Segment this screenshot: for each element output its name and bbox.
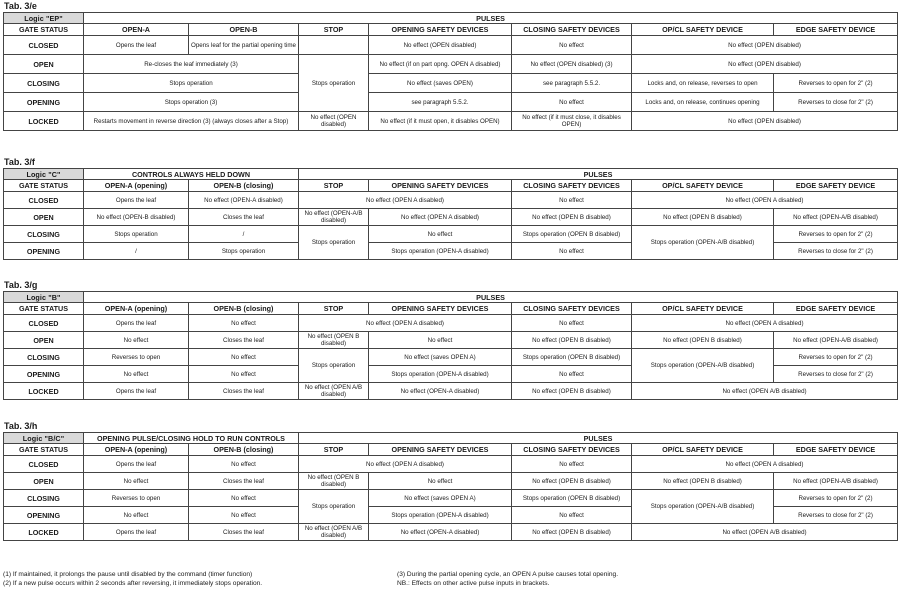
status-opening: OPENING [4,366,84,383]
table-cell: No effect (OPEN-A disabled) [369,524,512,541]
table-cell: No effect (OPEN B disabled) [512,332,632,349]
table-row [4,226,898,243]
status-closing: CLOSING [4,74,84,93]
table-cell: / [84,243,189,260]
table-cell: Stops operation [299,55,369,112]
table-cell: No effect (if it must close, it disables OPEN) [512,112,632,131]
status-opening: OPENING [4,507,84,524]
footnote-1: (1) If maintained, it prolongs the pause until disabled by the command (timer function) [3,571,253,578]
status-closed: CLOSED [4,36,84,55]
table-cell: No effect [369,332,512,349]
table-cell: No effect (OPEN disabled) [632,112,898,131]
table-cell: Reverses to close for 2" (2) [774,243,898,260]
table-cell: Closes the leaf [189,473,299,490]
table-cell: No effect (OPEN A disabled) [632,456,898,473]
table-cell: Reverses to close for 2" (2) [774,507,898,524]
edge-header: EDGE SAFETY DEVICE [774,444,898,456]
table-cell: No effect (OPEN disabled) [369,36,512,55]
logic-label: Logic "C" [4,169,84,180]
table-cell: No effect (OPEN B disabled) [632,473,774,490]
table-cell: Stops operation [189,243,299,260]
table-cell: No effect (OPEN B disabled) [512,383,632,400]
table-cell: No effect (OPEN A/B disabled) [632,383,898,400]
status-open: OPEN [4,209,84,226]
logic-c-table [3,168,898,260]
status-closed: CLOSED [4,315,84,332]
table-cell: No effect [189,315,299,332]
table-cell: No effect (OPEN-A disabled) [369,383,512,400]
table-row [4,13,898,24]
table-cell: Opens the leaf [84,36,189,55]
footnote-2: (2) If a new pulse occurs within 2 seconds after reversing, it immediately stops operation. [3,580,263,587]
status-open: OPEN [4,55,84,74]
table-cell: Locks and, on release, reverses to open [632,74,774,93]
table-row [4,55,898,74]
table-cell: No effect [189,507,299,524]
status-opening: OPENING [4,243,84,260]
pulses-header: PULSES [299,169,898,180]
table-row [4,524,898,541]
opcl-header: OP/CL SAFETY DEVICE [632,444,774,456]
table-cell: Opens the leaf [84,524,189,541]
opcl-header: OP/CL SAFETY DEVICE [632,24,774,36]
table-cell: No effect [189,366,299,383]
table-row [4,383,898,400]
osd-header: OPENING SAFETY DEVICES [369,444,512,456]
table-row [4,456,898,473]
table-cell: No effect [84,507,189,524]
table-cell: Stops operation (OPEN-A/B disabled) [632,490,774,524]
table-cell: Reverses to open for 2" (2) [774,490,898,507]
table-cell: No effect [512,315,632,332]
table-cell: Stops operation (OPEN-A/B disabled) [632,226,774,260]
status-closing: CLOSING [4,349,84,366]
table-row [4,315,898,332]
table-row [4,433,898,444]
edge-header: EDGE SAFETY DEVICE [774,24,898,36]
table-title: Tab. 3/g [4,280,38,290]
table-header-row [4,180,898,192]
table-cell: No effect (OPEN-A/B disabled) [299,209,369,226]
table-cell: Locks and, on release, continues opening [632,93,774,112]
table-cell: Opens leaf for the partial opening time [189,36,299,55]
table-cell: see paragraph 5.5.2. [369,93,512,112]
table-title: Tab. 3/h [4,421,38,431]
table-cell: Closes the leaf [189,209,299,226]
logic-label: Logic "B/C" [4,433,84,444]
table-cell: No effect (OPEN A/B disabled) [632,524,898,541]
table-cell: / [189,226,299,243]
table-cell: Reverses to open [84,349,189,366]
table-title: Tab. 3/f [4,157,35,167]
table-header-row [4,303,898,315]
status-opening: OPENING [4,93,84,112]
pulses-header: PULSES [299,433,898,444]
osd-header: OPENING SAFETY DEVICES [369,303,512,315]
table-row [4,192,898,209]
table-cell [299,36,369,55]
stop-header: STOP [299,444,369,456]
table-cell: No effect [84,332,189,349]
gate-status-header: GATE STATUS [4,444,84,456]
table-cell: No effect (OPEN-A/B disabled) [774,332,898,349]
logic-label: Logic "EP" [4,13,84,24]
table-cell: No effect (saves OPEN) [369,74,512,93]
controls-group-header: OPENING PULSE/CLOSING HOLD TO RUN CONTROLS [84,433,299,444]
table-row [4,93,898,112]
table-row [4,169,898,180]
controls-group-header: CONTROLS ALWAYS HELD DOWN [84,169,299,180]
table-cell: No effect (saves OPEN A) [369,490,512,507]
table-cell: No effect (OPEN-B disabled) [84,209,189,226]
table-cell: Stops operation (OPEN B disabled) [512,349,632,366]
status-closed: CLOSED [4,192,84,209]
table-header-row [4,24,898,36]
table-cell: Stops operation [84,74,299,93]
table-cell: No effect (OPEN A disabled) [299,456,512,473]
edge-header: EDGE SAFETY DEVICE [774,180,898,192]
table-cell: Reverses to close for 2" (2) [774,366,898,383]
table-cell: No effect (OPEN B disabled) [512,209,632,226]
table-cell: No effect [512,36,632,55]
table-cell: No effect (OPEN disabled) [299,112,369,131]
osd-header: OPENING SAFETY DEVICES [369,24,512,36]
open-b-header: OPEN-B (closing) [189,444,299,456]
table-cell: No effect [189,490,299,507]
status-closing: CLOSING [4,490,84,507]
table-cell: Stops operation (OPEN-A disabled) [369,507,512,524]
table-cell: No effect [369,226,512,243]
table-cell: No effect (OPEN A disabled) [632,192,898,209]
table-row [4,490,898,507]
logic-bc-table [3,432,898,541]
stop-header: STOP [299,24,369,36]
table-cell: see paragraph 5.5.2. [512,74,632,93]
table-cell: Restarts movement in reverse direction (3) (always closes after a Stop) [84,112,299,131]
table-cell: Opens the leaf [84,383,189,400]
gate-status-header: GATE STATUS [4,24,84,36]
table-cell: No effect [84,366,189,383]
table-title: Tab. 3/e [4,1,37,11]
table-cell: Reverses to open for 2" (2) [774,74,898,93]
opcl-header: OP/CL SAFETY DEVICE [632,180,774,192]
table-cell: Reverses to open [84,490,189,507]
table-cell: Opens the leaf [84,192,189,209]
table-cell: No effect (OPEN B disabled) [632,332,774,349]
table-cell: No effect (OPEN disabled) [632,55,898,74]
table-cell: Closes the leaf [189,332,299,349]
table-cell: No effect [512,192,632,209]
table-cell: Stops operation (3) [84,93,299,112]
table-cell: Stops operation (OPEN B disabled) [512,490,632,507]
footnote-nb: NB.: Effects on other active pulse inputs in brackets. [397,580,550,587]
table-cell: Reverses to open for 2" (2) [774,349,898,366]
table-cell: No effect (OPEN A disabled) [369,209,512,226]
status-open: OPEN [4,473,84,490]
csd-header: CLOSING SAFETY DEVICES [512,303,632,315]
logic-b-table [3,291,898,400]
gate-status-header: GATE STATUS [4,180,84,192]
table-cell: Stops operation [299,349,369,383]
table-header-row [4,444,898,456]
open-b-header: OPEN-B [189,24,299,36]
table-cell: No effect (OPEN B disabled) [512,524,632,541]
table-cell: No effect (saves OPEN A) [369,349,512,366]
open-a-header: OPEN-A [84,24,189,36]
table-cell: No effect (OPEN A disabled) [299,192,512,209]
table-row [4,332,898,349]
edge-header: EDGE SAFETY DEVICE [774,303,898,315]
table-cell: No effect [512,507,632,524]
table-cell: No effect (OPEN disabled) [632,36,898,55]
table-cell: No effect (OPEN A/B disabled) [299,383,369,400]
table-cell: Stops operation (OPEN-A disabled) [369,366,512,383]
table-row [4,349,898,366]
table-cell: No effect (OPEN B disabled) [512,473,632,490]
status-locked: LOCKED [4,112,84,131]
open-b-header: OPEN-B (closing) [189,180,299,192]
table-cell: No effect [512,93,632,112]
csd-header: CLOSING SAFETY DEVICES [512,444,632,456]
pulses-header: PULSES [84,292,898,303]
stop-header: STOP [299,303,369,315]
table-cell: No effect (if on part opng. OPEN A disabled) [369,55,512,74]
table-row [4,292,898,303]
table-cell: No effect (if it must open, it disables OPEN) [369,112,512,131]
table-cell: No effect (OPEN B disabled) [632,209,774,226]
open-a-header: OPEN-A (opening) [84,303,189,315]
table-cell: No effect (OPEN disabled) (3) [512,55,632,74]
table-cell: No effect (OPEN B disabled) [299,332,369,349]
open-b-header: OPEN-B (closing) [189,303,299,315]
csd-header: CLOSING SAFETY DEVICES [512,180,632,192]
table-cell: Stops operation (OPEN-A/B disabled) [632,349,774,383]
logic-ep-table [3,12,898,131]
gate-status-header: GATE STATUS [4,303,84,315]
table-cell: Stops operation [299,490,369,524]
status-locked: LOCKED [4,383,84,400]
table-cell: Stops operation [299,226,369,260]
osd-header: OPENING SAFETY DEVICES [369,180,512,192]
table-cell: No effect (OPEN A/B disabled) [299,524,369,541]
stop-header: STOP [299,180,369,192]
table-cell: Closes the leaf [189,383,299,400]
pulses-header: PULSES [84,13,898,24]
table-cell: No effect [512,366,632,383]
table-cell: No effect (OPEN A disabled) [632,315,898,332]
table-cell: No effect (OPEN-A/B disabled) [774,473,898,490]
table-cell: No effect (OPEN-A/B disabled) [774,209,898,226]
status-open: OPEN [4,332,84,349]
logic-label: Logic "B" [4,292,84,303]
table-cell: Stops operation (OPEN-A disabled) [369,243,512,260]
status-closed: CLOSED [4,456,84,473]
table-row [4,473,898,490]
table-cell: No effect [189,456,299,473]
table-cell: No effect [512,243,632,260]
table-row [4,74,898,93]
open-a-header: OPEN-A (opening) [84,444,189,456]
table-cell: No effect (OPEN B disabled) [299,473,369,490]
table-cell: No effect (OPEN A disabled) [299,315,512,332]
table-cell: Opens the leaf [84,315,189,332]
table-cell: Closes the leaf [189,524,299,541]
open-a-header: OPEN-A (opening) [84,180,189,192]
csd-header: CLOSING SAFETY DEVICES [512,24,632,36]
status-closing: CLOSING [4,226,84,243]
table-cell: Re-closes the leaf immediately (3) [84,55,299,74]
table-row [4,36,898,55]
table-row [4,209,898,226]
footnote-3: (3) During the partial opening cycle, an OPEN A pulse causes total opening. [397,571,619,578]
table-cell: Opens the leaf [84,456,189,473]
table-cell: No effect (OPEN-A disabled) [189,192,299,209]
table-cell: Stops operation (OPEN B disabled) [512,226,632,243]
table-cell: Reverses to open for 2" (2) [774,226,898,243]
table-cell: Stops operation [84,226,189,243]
table-row [4,112,898,131]
table-cell: Reverses to close for 2" (2) [774,93,898,112]
table-cell: No effect [369,473,512,490]
status-locked: LOCKED [4,524,84,541]
table-cell: No effect [84,473,189,490]
opcl-header: OP/CL SAFETY DEVICE [632,303,774,315]
table-cell: No effect [189,349,299,366]
table-cell: No effect [512,456,632,473]
